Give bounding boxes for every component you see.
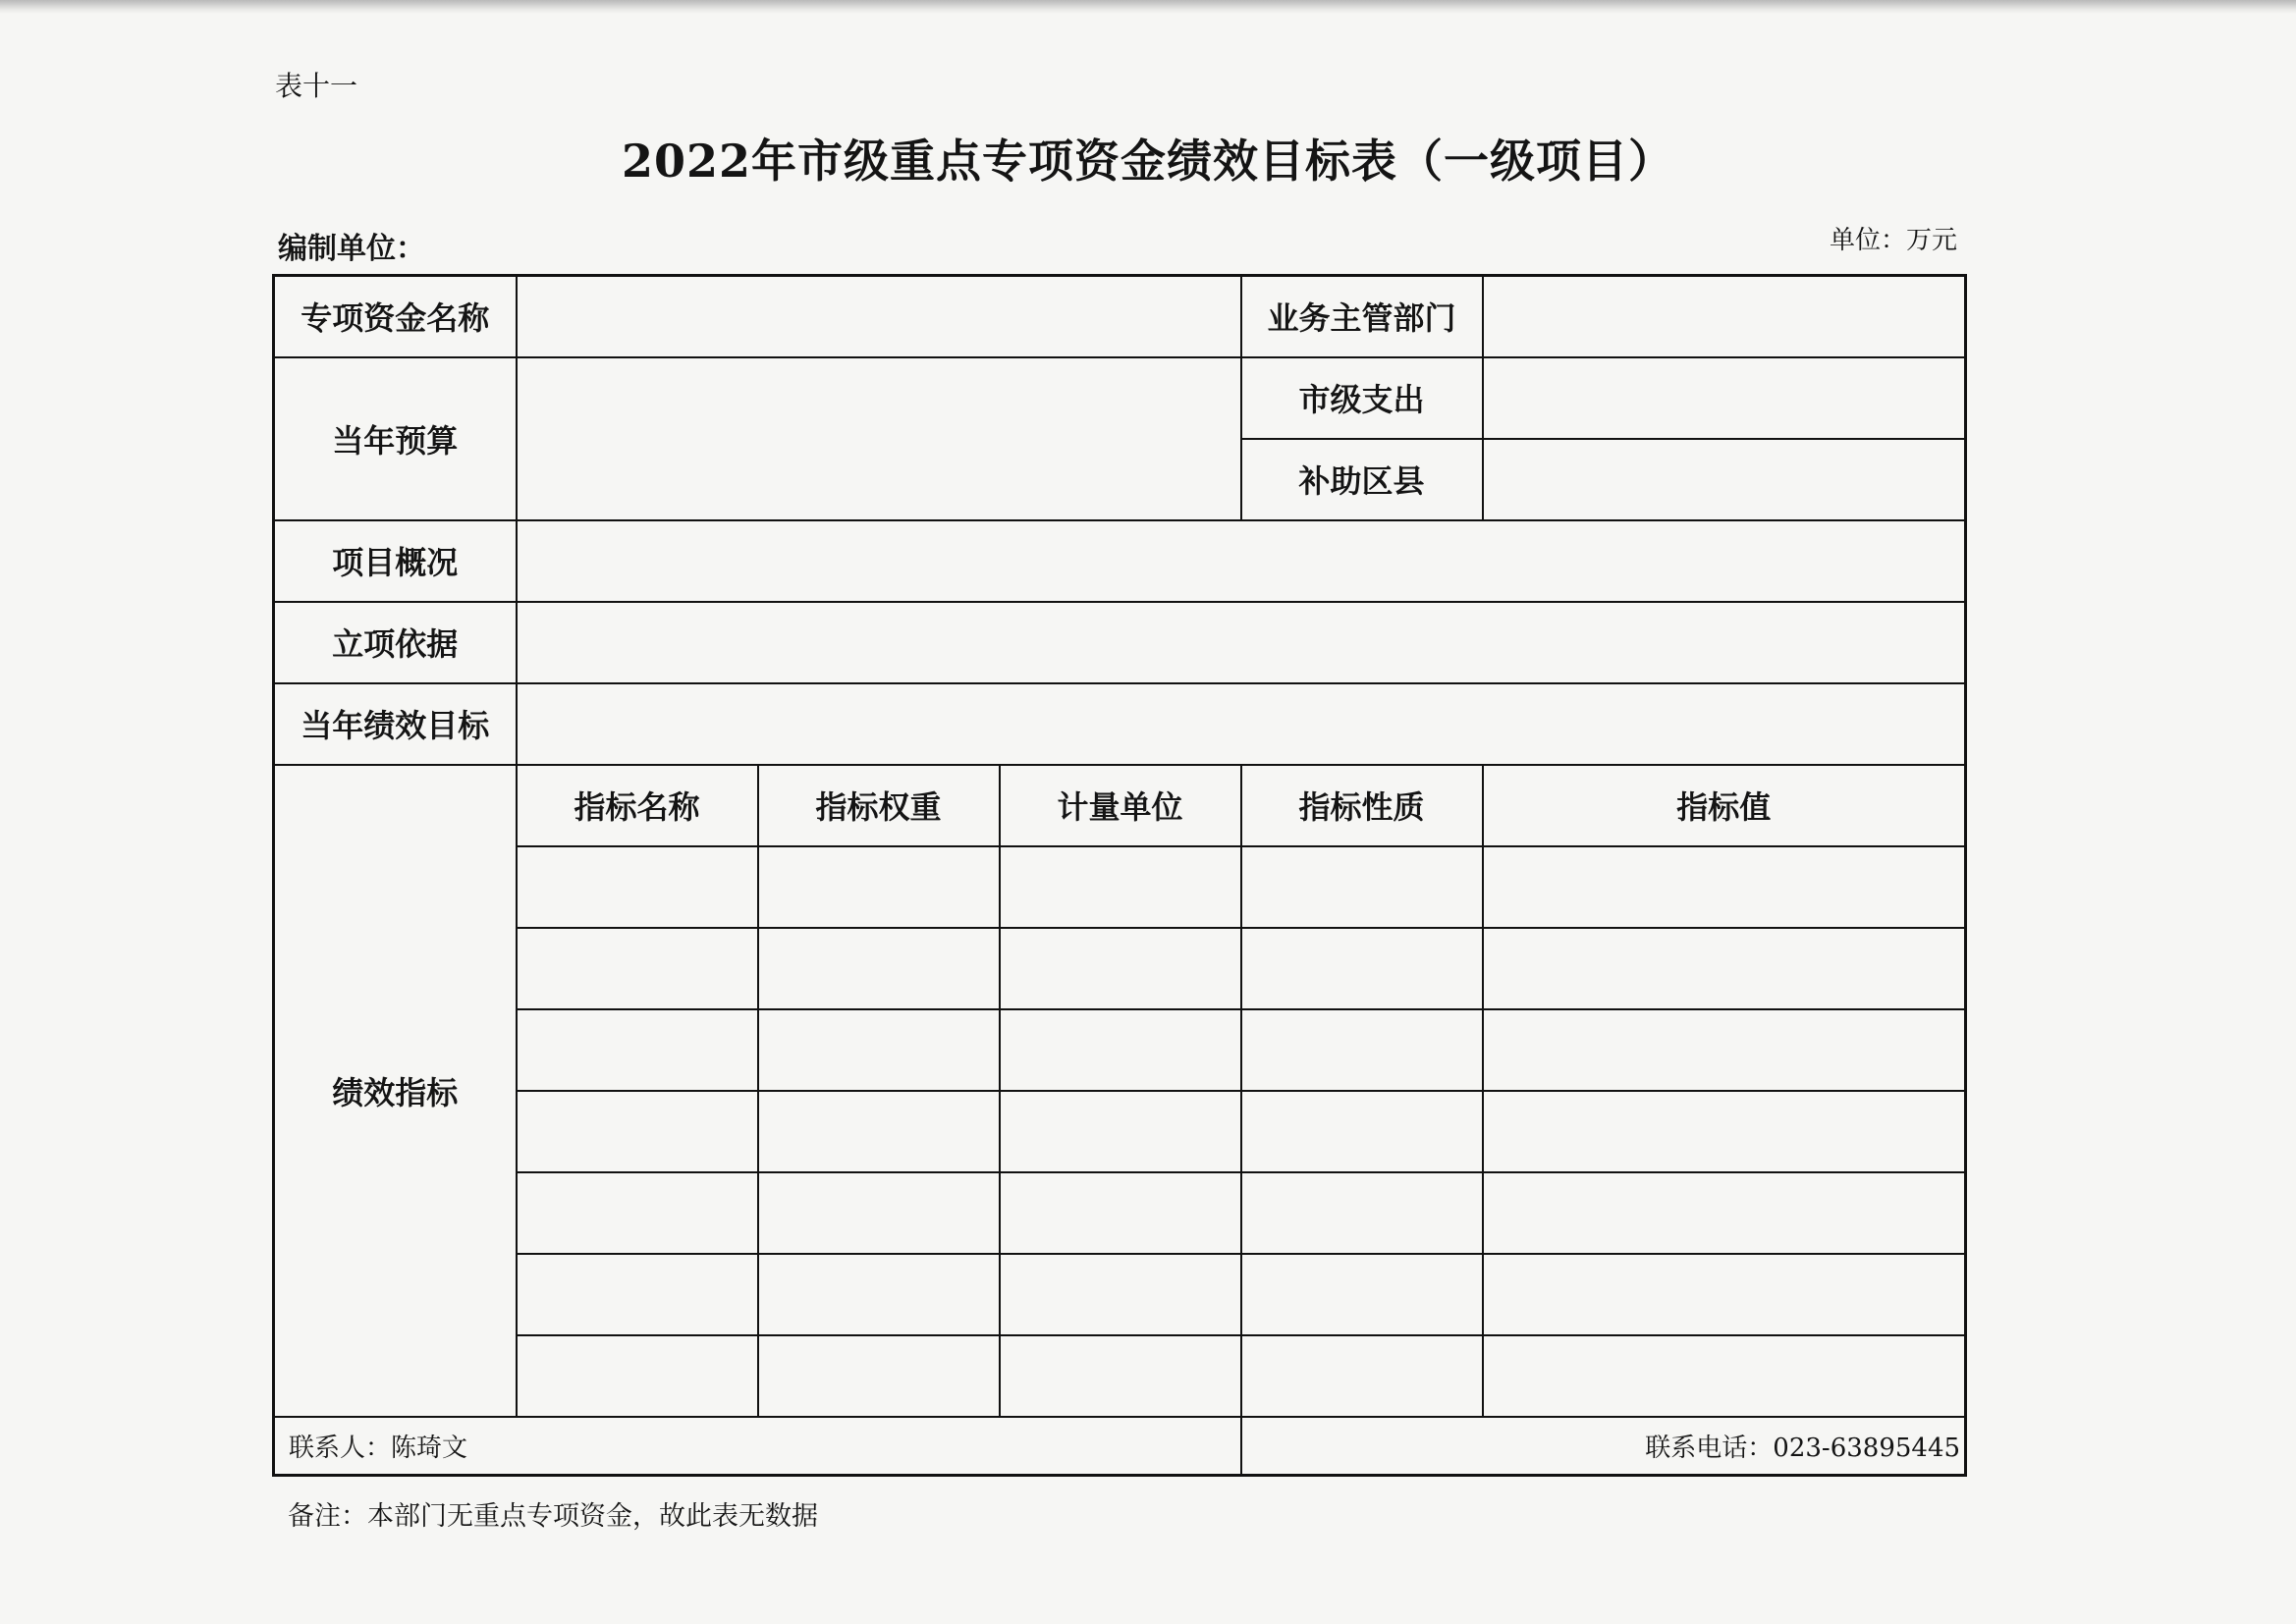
indicator-column-header: 指标权重 — [758, 765, 1000, 846]
budget-label: 当年预算 — [274, 357, 517, 520]
indicator-cell — [1483, 846, 1966, 928]
indicator-cell — [517, 1335, 758, 1417]
fund-name-label: 专项资金名称 — [274, 276, 517, 357]
indicator-cell — [1241, 928, 1483, 1009]
indicator-row — [274, 1091, 1966, 1172]
city-expense-label: 市级支出 — [1241, 357, 1483, 439]
money-unit-label: 单位：万元 — [1829, 226, 1957, 255]
indicator-cell — [758, 1009, 1000, 1091]
indicator-cell — [1241, 1254, 1483, 1335]
indicator-cell — [1241, 1091, 1483, 1172]
indicator-cell — [1241, 846, 1483, 928]
indicator-section-label: 绩效指标 — [274, 765, 517, 1417]
indicator-cell — [1000, 928, 1241, 1009]
indicator-cell — [1241, 1009, 1483, 1091]
indicator-row — [274, 1254, 1966, 1335]
indicator-column-header: 指标性质 — [1241, 765, 1483, 846]
indicator-cell — [1000, 1335, 1241, 1417]
contact-person: 联系人：陈琦文 — [274, 1417, 1241, 1476]
indicator-column-header: 指标名称 — [517, 765, 758, 846]
org-unit-label: 编制单位： — [278, 232, 425, 266]
indicator-cell — [1000, 1254, 1241, 1335]
indicator-cell — [758, 1254, 1000, 1335]
indicator-row — [274, 1335, 1966, 1417]
indicator-cell — [1241, 1335, 1483, 1417]
indicator-cell — [517, 846, 758, 928]
overview-label: 项目概况 — [274, 520, 517, 602]
contact-phone: 联系电话：023-63895445 — [1241, 1417, 1966, 1476]
page-title: 2022年市级重点专项资金绩效目标表（一级项目） — [621, 135, 1675, 188]
indicator-cell — [1000, 1172, 1241, 1254]
indicator-cell — [517, 1172, 758, 1254]
district-subsidy-value — [1483, 439, 1966, 520]
indicator-row — [274, 1009, 1966, 1091]
indicator-row — [274, 1172, 1966, 1254]
indicator-cell — [517, 928, 758, 1009]
indicator-cell — [758, 928, 1000, 1009]
indicator-cell — [758, 1172, 1000, 1254]
indicator-cell — [1000, 1009, 1241, 1091]
indicator-cell — [1483, 1335, 1966, 1417]
overview-value — [517, 520, 1966, 602]
remark-note: 备注：本部门无重点专项资金，故此表无数据 — [288, 1501, 818, 1532]
goal-value — [517, 683, 1966, 765]
table-number-label: 表十一 — [275, 70, 358, 102]
indicator-row — [274, 928, 1966, 1009]
indicator-cell — [517, 1009, 758, 1091]
indicator-cell — [517, 1091, 758, 1172]
indicator-cell — [758, 846, 1000, 928]
indicator-cell — [1000, 846, 1241, 928]
budget-value — [517, 357, 1241, 520]
indicator-row — [274, 846, 1966, 928]
city-expense-value — [1483, 357, 1966, 439]
basis-value — [517, 602, 1966, 683]
indicator-cell — [1483, 1091, 1966, 1172]
basis-label: 立项依据 — [274, 602, 517, 683]
performance-target-table — [272, 274, 1967, 1477]
fund-name-value — [517, 276, 1241, 357]
indicator-cell — [1483, 1254, 1966, 1335]
scan-edge — [0, 0, 2296, 14]
indicator-cell — [1483, 1172, 1966, 1254]
dept-value — [1483, 276, 1966, 357]
indicator-column-header: 指标值 — [1483, 765, 1966, 846]
indicator-cell — [758, 1335, 1000, 1417]
indicator-cell — [1000, 1091, 1241, 1172]
goal-label: 当年绩效目标 — [274, 683, 517, 765]
indicator-column-header: 计量单位 — [1000, 765, 1241, 846]
dept-label: 业务主管部门 — [1241, 276, 1483, 357]
indicator-cell — [1483, 928, 1966, 1009]
indicator-cell — [1241, 1172, 1483, 1254]
indicator-cell — [758, 1091, 1000, 1172]
indicator-cell — [517, 1254, 758, 1335]
indicator-cell — [1483, 1009, 1966, 1091]
district-subsidy-label: 补助区县 — [1241, 439, 1483, 520]
